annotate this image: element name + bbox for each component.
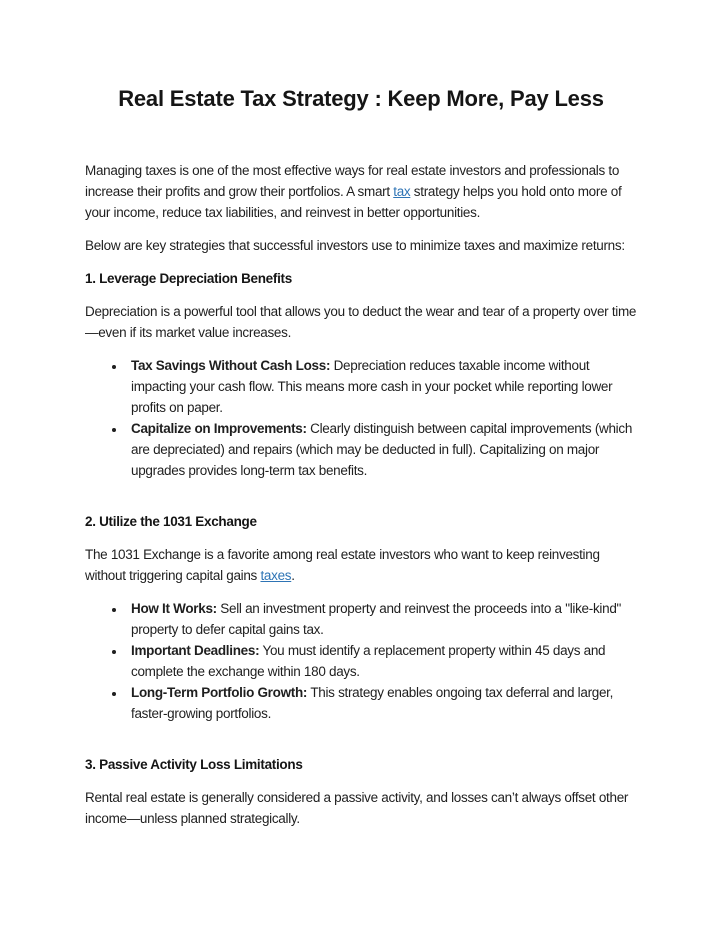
tax-link[interactable]: tax xyxy=(393,184,411,199)
list-item xyxy=(126,598,637,640)
bullet-text: This strategy enables ongoing tax deferral and larger, faster-growing portfolios. xyxy=(131,685,614,721)
section-text-after-link: . xyxy=(291,568,295,583)
bullet-list-1031-exchange xyxy=(85,598,637,724)
section-paragraph: Depreciation is a powerful tool that allows you to deduct the wear and tear of a property over time—even if its market value increases. xyxy=(85,304,637,340)
bullet-list-depreciation xyxy=(85,355,637,481)
bullet-text: Depreciation reduces taxable income without impacting your cash flow. This means more cash in your pocket while reporting lower profits on paper. xyxy=(131,358,613,415)
intro-paragraph xyxy=(85,160,637,223)
page-title: Real Estate Tax Strategy : Keep More, Pay Less xyxy=(118,86,604,111)
intro-text-before-link: Managing taxes is one of the most effective ways for real estate investors and professionals to increase their profits and grow their portfolios. A smart xyxy=(85,163,620,199)
section-heading-passive-loss: 3. Passive Activity Loss Limitations xyxy=(85,757,303,772)
list-item xyxy=(126,418,637,481)
bullet-text: Clearly distinguish between capital improvements (which are depreciated) and repairs (which may be deducted in full). Capitalizing on major upgrades provides long-term tax benefits. xyxy=(131,421,633,478)
taxes-link[interactable]: taxes xyxy=(260,568,292,583)
bullet-label: Capitalize on Improvements: xyxy=(131,421,307,436)
bullet-text: Sell an investment property and reinvest the proceeds into a "like-kind" property to defer capital gains tax. xyxy=(131,601,622,637)
section-heading-1031-exchange: 2. Utilize the 1031 Exchange xyxy=(85,514,257,529)
bullet-label: Long-Term Portfolio Growth: xyxy=(131,685,308,700)
section-paragraph: Rental real estate is generally considered a passive activity, and losses can’t always offset other income—unless planned strategically. xyxy=(85,790,629,826)
bullet-label: Tax Savings Without Cash Loss: xyxy=(131,358,331,373)
section-text-before-link: The 1031 Exchange is a favorite among real estate investors who want to keep reinvesting without triggering capital gains xyxy=(85,547,600,583)
lead-line: Below are key strategies that successful investors use to minimize taxes and maximize returns: xyxy=(85,238,625,253)
list-item xyxy=(126,640,637,682)
intro-text-after-link: strategy helps you hold onto more of your income, reduce tax liabilities, and reinvest in better opportunities. xyxy=(85,184,622,220)
bullet-label: Important Deadlines: xyxy=(131,643,260,658)
section-paragraph xyxy=(85,544,637,586)
section-heading-depreciation: 1. Leverage Depreciation Benefits xyxy=(85,271,292,286)
bullet-label: How It Works: xyxy=(131,601,217,616)
list-item xyxy=(126,355,637,418)
bullet-text: You must identify a replacement property within 45 days and complete the exchange within 180 days. xyxy=(131,643,606,679)
list-item xyxy=(126,682,637,724)
